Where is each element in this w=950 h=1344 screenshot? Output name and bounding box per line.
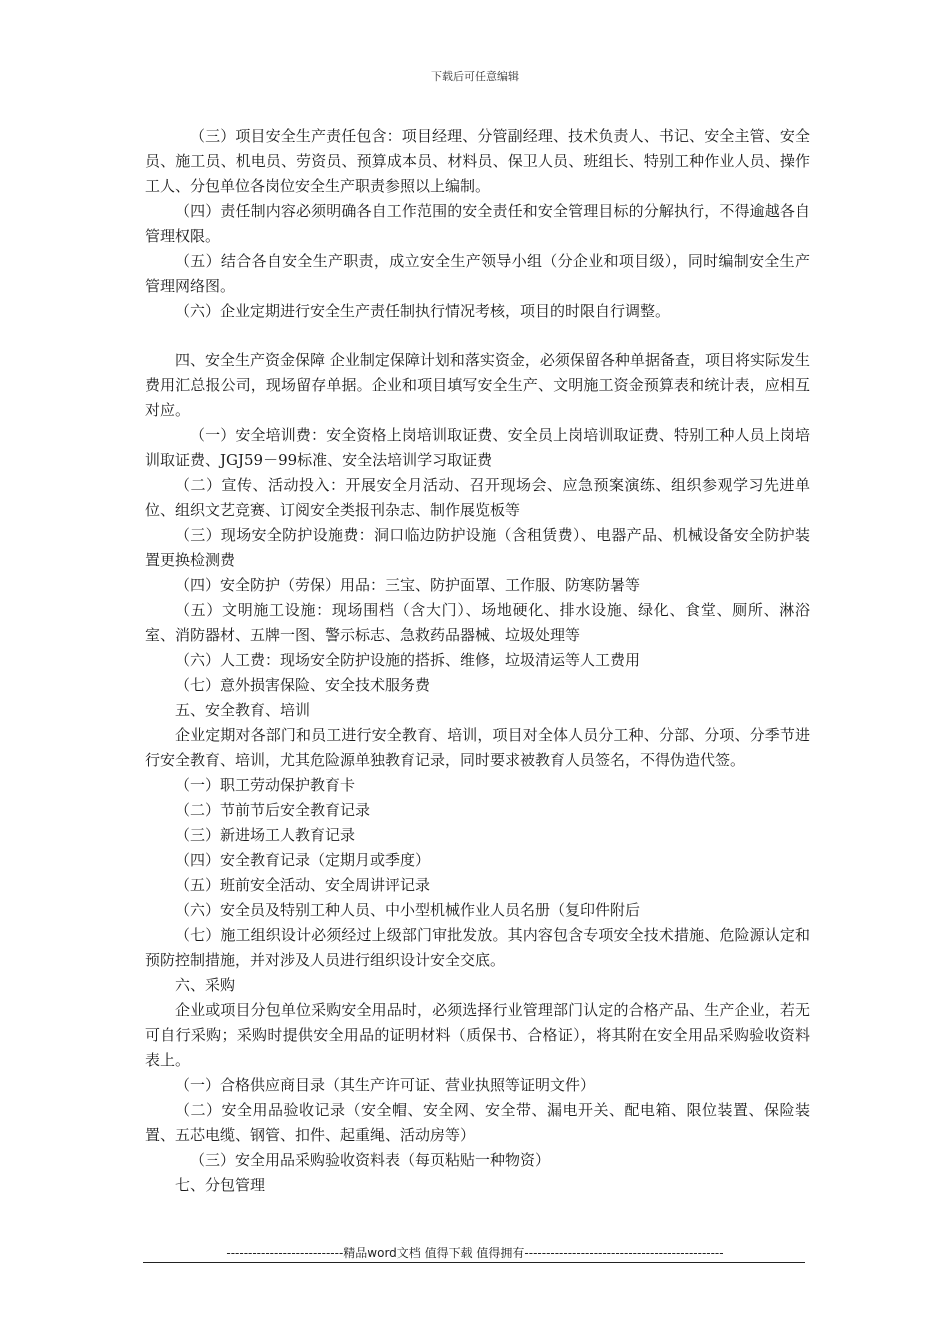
paragraph: （六）人工费：现场安全防护设施的搭拆、维修，垃圾清运等人工费用	[175, 651, 641, 669]
paragraph: 企业或项目分包单位采购安全用品时，必须选择行业管理部门认定的合格产品、生产企业，若无可自行采购；采购时提供安全用品的证明材料（质保书、合格证），将其附在安全用品采购验收资料表上。	[145, 1001, 810, 1069]
paragraph: （二）宣传、活动投入：开展安全月活动、召开现场会、应急预案演练、组织参观学习先进单位、组织文艺竞赛、订阅安全类报刊杂志、制作展览板等	[145, 476, 810, 519]
paragraph: （一）安全培训费：安全资格上岗培训取证费、安全员上岗培训取证费、特别工种人员上岗培训取证费、JGJ59－99标准、安全法培训学习取证费	[145, 426, 810, 469]
paragraph: （七）意外损害保险、安全技术服务费	[175, 676, 431, 694]
paragraph: （二）安全用品验收记录（安全帽、安全网、安全带、漏电开关、配电箱、限位装置、保险装置、五芯电缆、钢管、扣件、起重绳、活动房等）	[145, 1101, 810, 1144]
paragraph: （三）项目安全生产责任包含：项目经理、分管副经理、技术负责人、书记、安全主管、安全员、施工员、机电员、劳资员、预算成本员、材料员、保卫人员、班组长、特别工种作业人员、操作工人、分包单位各岗位安全生产职责参照以上编制。	[145, 127, 810, 195]
section-heading-7: 七、分包管理	[175, 1176, 266, 1194]
paragraph: （五）文明施工设施：现场围档（含大门）、场地硬化、排水设施、绿化、食堂、厕所、淋浴室、消防器材、五牌一图、警示标志、急救药品器械、垃圾处理等	[145, 601, 810, 644]
footer-text: ---------------------------精品word文档 值得下载 值得拥有----------------------------------------------	[226, 1246, 724, 1260]
list-item: （三）安全用品采购验收资料表（每页粘贴一种物资）	[190, 1151, 551, 1169]
list-item: （六）安全员及特别工种人员、中小型机械作业人员名册（复印件附后	[175, 901, 641, 919]
paragraph: 企业定期对各部门和员工进行安全教育、培训，项目对全体人员分工种、分部、分项、分季节进行安全教育、培训，尤其危险源单独教育记录，同时要求被教育人员签名，不得伪造代签。	[145, 726, 810, 769]
list-item: （五）班前安全活动、安全周讲评记录	[175, 876, 431, 894]
paragraph: （六）企业定期进行安全生产责任制执行情况考核，项目的时限自行调整。	[175, 302, 671, 320]
list-item: （一）合格供应商目录（其生产许可证、营业执照等证明文件）	[175, 1076, 596, 1094]
list-item: （三）新进场工人教育记录	[175, 826, 356, 844]
list-item: （一）职工劳动保护教育卡	[175, 776, 356, 794]
section-heading-6: 六、采购	[175, 976, 236, 994]
section-heading-4: 四、安全生产资金保障 企业制定保障计划和落实资金，必须保留各种单据备查，项目将实际发生费用汇总报公司，现场留存单据。企业和项目填写安全生产、文明施工资金预算表和统计表，应相互对应。	[145, 351, 810, 419]
paragraph-spacer	[145, 324, 810, 348]
paragraph: （五）结合各自安全生产职责，成立安全生产领导小组（分企业和项目级），同时编制安全生产管理网络图。	[145, 252, 810, 295]
footer-rule	[143, 1262, 805, 1263]
paragraph: （三）现场安全防护设施费：洞口临边防护设施（含租赁费）、电器产品、机械设备安全防护装置更换检测费	[145, 526, 810, 569]
list-item: （四）安全教育记录（定期月或季度）	[175, 851, 431, 869]
list-item: （二）节前节后安全教育记录	[175, 801, 371, 819]
section-heading-5: 五、安全教育、培训	[175, 701, 311, 719]
paragraph: （四）安全防护（劳保）用品：三宝、防护面罩、工作服、防寒防暑等	[175, 576, 641, 594]
header-note: 下载后可任意编辑	[431, 70, 519, 83]
document-body	[145, 124, 810, 1198]
paragraph: （四）责任制内容必须明确各自工作范围的安全责任和安全管理目标的分解执行，不得逾越各自管理权限。	[145, 202, 810, 245]
paragraph: （七）施工组织设计必须经过上级部门审批发放。其内容包含专项安全技术措施、危险源认定和预防控制措施，并对涉及人员进行组织设计安全交底。	[145, 926, 810, 969]
